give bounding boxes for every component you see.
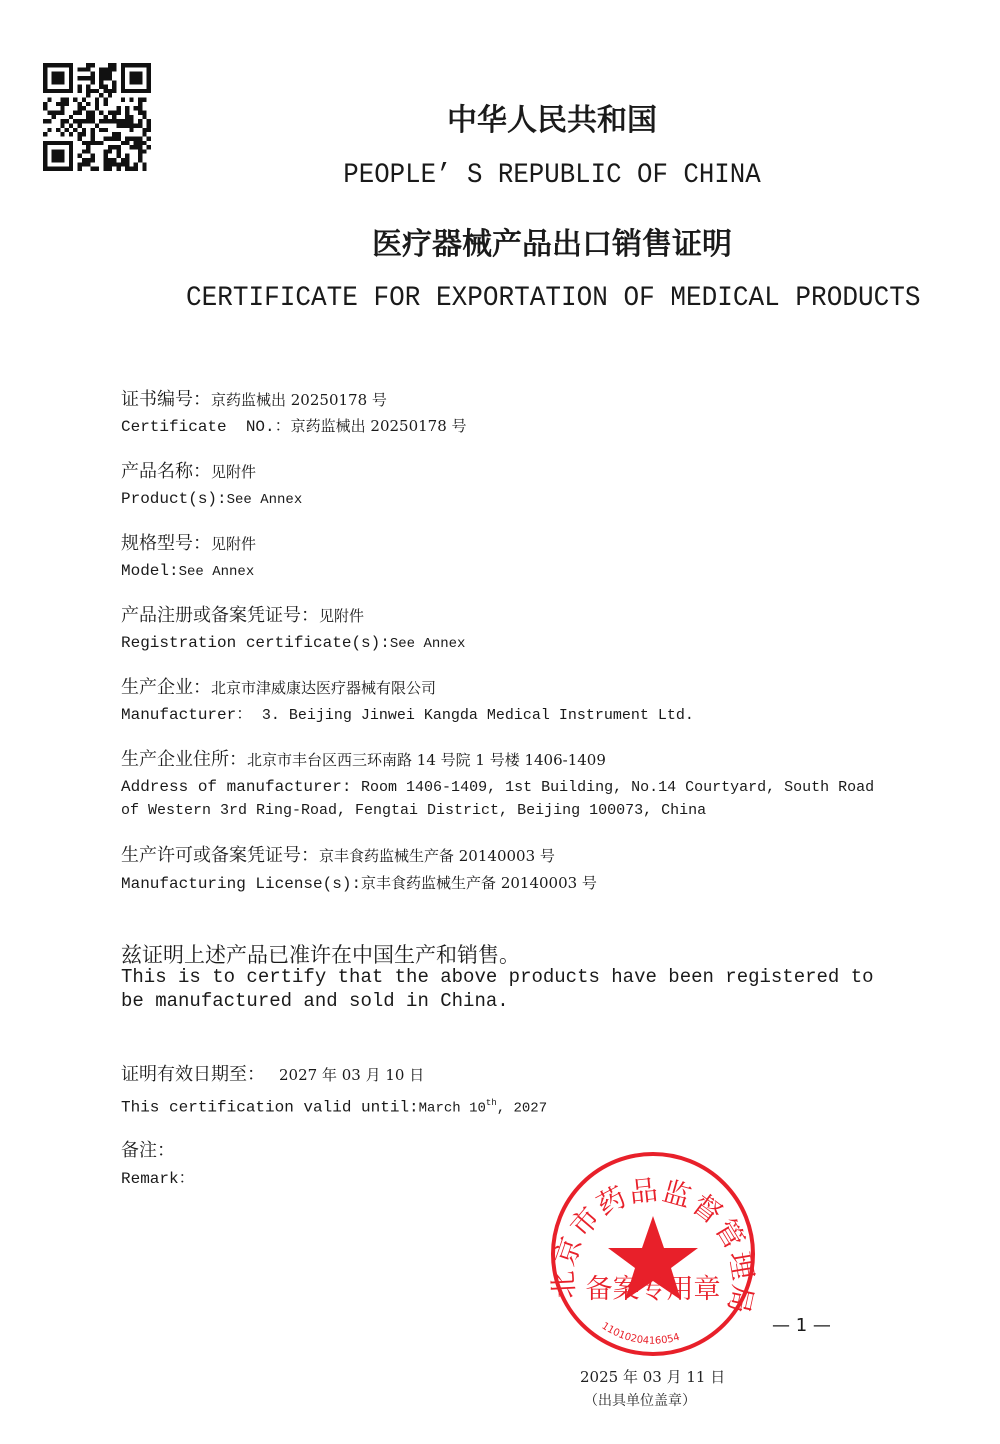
product-en: Product(s):See Annex (121, 490, 303, 508)
cert-no-en: Certificate NO.：京药监械出 20250178 号 (121, 417, 467, 436)
address-en: Address of manufacturer: Room 1406-1409, 1st Building, No.14 Courtyard, South Road (121, 778, 875, 796)
country-title-en: PEOPLE’ S REPUBLIC OF CHINA (343, 160, 761, 191)
license-en: Manufacturing License(s):京丰食药监械生产备 20140003 号 (121, 874, 597, 893)
manufacturer-en: Manufacturer： 3. Beijing Jinwei Kangda Medical Instrument Ltd. (121, 706, 694, 724)
address-cn: 生产企业住所：北京市丰台区西三环南路 14 号院 1 号楼 1406-1409 (121, 749, 606, 770)
product-cn: 产品名称：见附件 (121, 461, 257, 482)
seal-arc-text: 北京市药品监督管理局 (546, 1173, 760, 1317)
manufacturer-cn: 生产企业：北京市津威康达医疗器械有限公司 (121, 677, 437, 698)
seal-code: 1101020416054 (599, 1320, 682, 1347)
validity-cn: 证明有效日期至： 2027 年 03 月 10 日 (121, 1064, 425, 1085)
registration-en: Registration certificate(s):See Annex (121, 634, 466, 652)
certificate-title-cn: 医疗器械产品出口销售证明 (372, 227, 732, 262)
model-cn: 规格型号：见附件 (121, 533, 257, 554)
license-cn: 生产许可或备案凭证号：京丰食药监械生产备 20140003 号 (121, 845, 555, 866)
issue-date: 2025 年 03 月 11 日 (580, 1368, 726, 1386)
registration-cn: 产品注册或备案凭证号：见附件 (121, 605, 365, 626)
address-en-line2: of Western 3rd Ring-Road, Fengtai District, Beijing 100073, China (121, 802, 707, 819)
page-number: — 1 — (772, 1315, 831, 1336)
country-title-cn: 中华人民共和国 (447, 103, 657, 138)
model-en: Model:See Annex (121, 562, 255, 580)
validity-en: This certification valid until:March 10th, 2027 (121, 1098, 548, 1117)
cert-no-cn: 证书编号：京药监械出 20250178 号 (121, 389, 387, 410)
seal-bottom-text: 备案专用章 (585, 1274, 721, 1305)
statement-en-line2: be manufactured and sold in China. (121, 990, 509, 1012)
official-seal (545, 1148, 761, 1360)
issue-note: （出具单位盖章） (584, 1393, 696, 1409)
statement-en-line1: This is to certify that the above products have been registered to (121, 966, 874, 988)
certificate-title-en: CERTIFICATE FOR EXPORTATION OF MEDICAL PRODUCTS (186, 283, 921, 314)
remark-en: Remark： (121, 1170, 195, 1188)
remark-cn: 备注： (121, 1140, 175, 1161)
statement-cn: 兹证明上述产品已准许在中国生产和销售。 (121, 943, 520, 967)
